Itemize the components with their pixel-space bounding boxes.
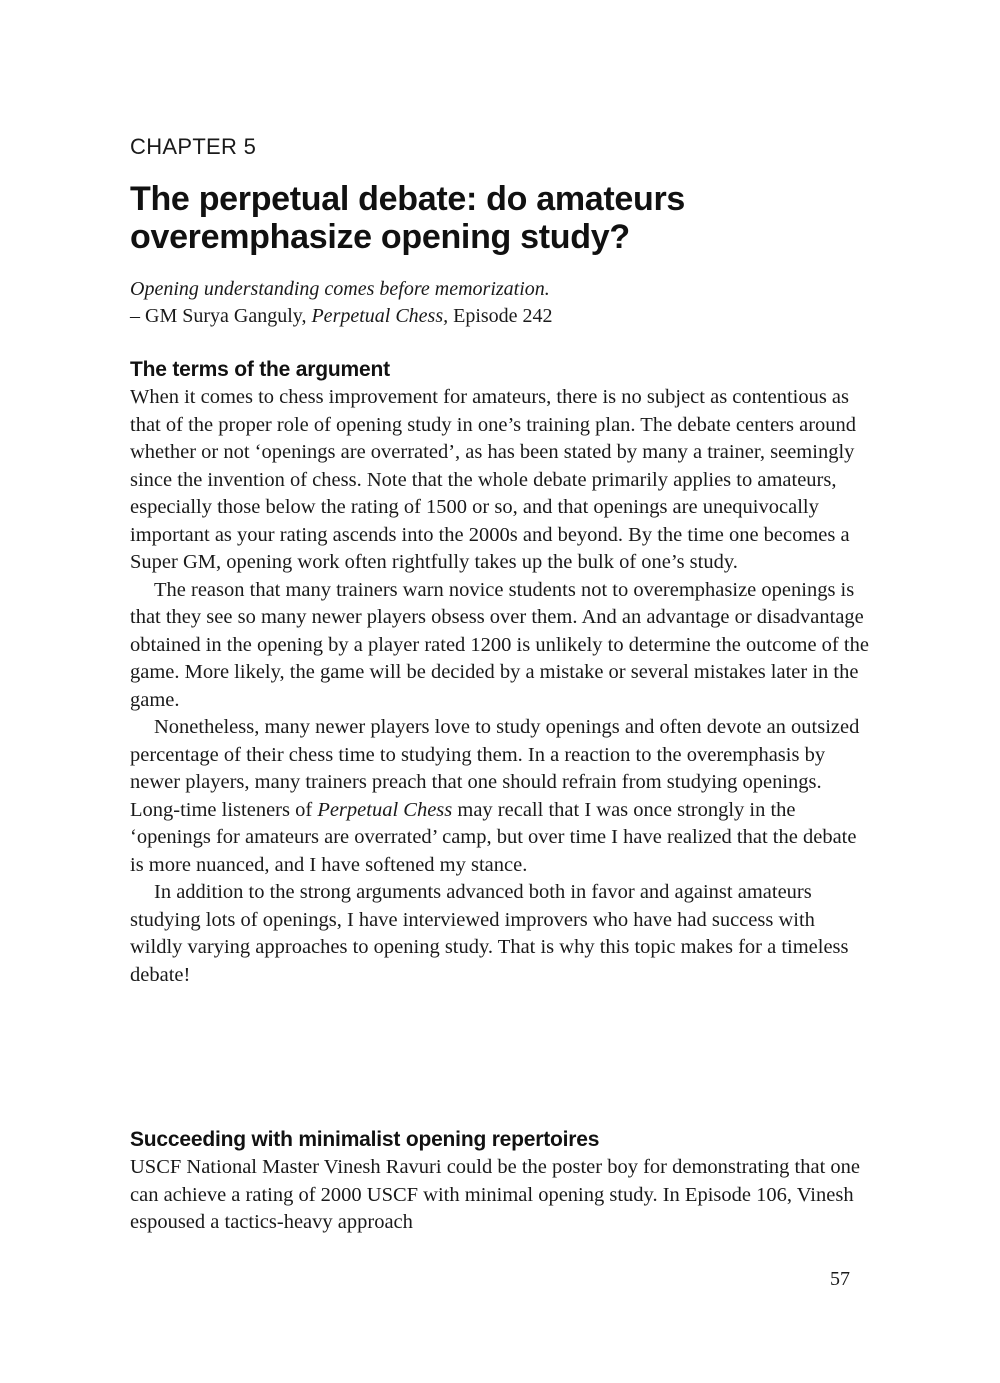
podcast-title: Perpetual Chess [317,798,453,821]
paragraph: The reason that many trainers warn novice students not to overemphasize openings is that they see so many newer players obsess over them. And an advantage or disadvantage obtained in the opening by a player rated 1200 is unlikely to determine the outcome of the game. More likely, the game will be decided by a mistake or several mistakes later in the game. [130,578,869,711]
attribution-source: Perpetual Chess, [311,305,449,327]
attribution-suffix: Episode 242 [448,305,553,327]
paragraph-text: Nonetheless, many newer players love to study openings and often devote an outsized percentage of their chess time to studying them. In a reaction to the overemphasis by newer players, many trainers preach that one should refrain from studying openings. Long-time listeners of [130,716,860,821]
section-heading-terms: The terms of the argument [130,358,390,381]
section-body-terms [130,384,870,989]
section-heading-minimalist: Succeeding with minimalist opening repertoires [130,1128,600,1151]
attribution-prefix: – GM Surya Ganguly, [130,305,312,327]
epigraph-quote: Opening understanding comes before memorization. [130,278,550,300]
paragraph: USCF National Master Vinesh Ravuri could be the poster boy for demonstrating that one can achieve a rating of 2000 USCF with minimal opening study. In Episode 106, Vinesh espoused a tactics-heavy approach [130,1156,861,1233]
paragraph: In addition to the strong arguments advanced both in favor and against amateurs studying lots of openings, I have interviewed improvers who have had success with wildly varying approaches to opening study. That is why this topic makes for a timeless debate! [130,881,849,986]
chapter-label: CHAPTER 5 [130,134,257,159]
epigraph-attribution [130,303,870,330]
page-number: 57 [830,1268,850,1290]
paragraph-text: may recall that I was once strongly in the ‘openings for amateurs are overrated’ camp, but over time I have realized that the debate is more nuanced, and I have softened my stance. [130,798,857,876]
chapter-title: The perpetual debate: do amateurs overemphasize opening study? [130,180,686,256]
paragraph [130,714,870,879]
section-body-minimalist [130,1154,870,1237]
paragraph: When it comes to chess improvement for amateurs, there is no subject as contentious as that of the proper role of opening study in one’s training plan. The debate centers around whether or not ‘openings are overrated’, as has been stated by many a trainer, seemingly since the invention of chess. Note that the whole debate primarily applies to amateurs, especially those below the rating of 1500 or so, and that openings are unequivocally important as your rating ascends into the 2000s and beyond. By the time one becomes a Super GM, opening work often rightfully takes up the bulk of one’s study. [130,386,857,573]
epigraph [130,276,870,330]
